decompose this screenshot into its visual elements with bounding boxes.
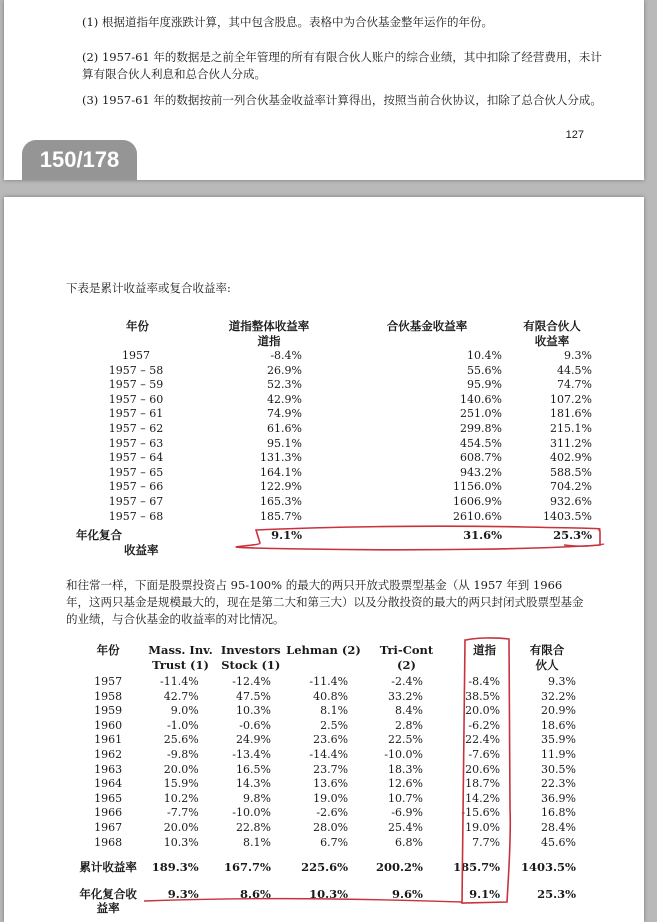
table-row: [72, 806, 576, 821]
table-row: [76, 437, 592, 452]
mass-inv-cell: 10.3%: [163, 835, 199, 849]
investors-cell: 16.5%: [235, 762, 271, 776]
table-row: [72, 792, 576, 807]
cumulative-investors: 167.7%: [223, 860, 271, 875]
tri-cont-cell: 2.8%: [394, 718, 423, 732]
table-row: [76, 349, 592, 364]
current-page: [4, 197, 644, 922]
limited-partners-cell: 28.4%: [541, 820, 576, 834]
page-number: 127: [565, 129, 584, 141]
cumulative-mass-inv: 189.3%: [151, 860, 199, 875]
partnership-cell: 1606.9%: [453, 494, 502, 508]
investors-cell: 8.1%: [242, 835, 271, 849]
table-row: [72, 763, 576, 778]
table-row: [72, 690, 576, 705]
year-cell: 1957 – 58: [108, 363, 164, 377]
dow-cell: 22.4%: [465, 733, 501, 747]
investors-cell: -10.0%: [232, 806, 271, 820]
tri-cont-cell: 10.7%: [387, 791, 423, 805]
table-row: [76, 495, 592, 510]
partnership-cell: 608.7%: [460, 451, 502, 465]
col-header-tri-cont: Tri-Cont (2): [379, 643, 434, 672]
limited-partners-cell: 704.2%: [550, 480, 592, 494]
lehman-cell: 6.7%: [320, 835, 349, 849]
dow-cell: 19.0%: [465, 820, 501, 834]
investors-cell: 9.8%: [242, 791, 271, 805]
year-cell: 1957 – 62: [108, 421, 164, 435]
dow-cell: 20.6%: [465, 762, 501, 776]
partnership-cell: 251.0%: [460, 407, 502, 421]
partnership-cell: 95.9%: [467, 378, 502, 392]
col-header-limited-partners: 有限合伙人 收益率: [523, 319, 581, 348]
limited-partners-cell: 22.3%: [541, 777, 576, 791]
investors-cell: 22.8%: [235, 820, 271, 834]
col-header-partnership: 合伙基金收益率: [386, 319, 468, 333]
year-cell: 1959: [94, 704, 123, 718]
mass-inv-cell: 25.6%: [163, 733, 199, 747]
cumulative-returns-table: [76, 319, 592, 557]
table-row: [72, 733, 576, 748]
dow-cell: 26.9%: [267, 363, 302, 377]
year-cell: 1957: [122, 349, 150, 362]
lehman-cell: 23.6%: [313, 733, 349, 747]
tri-cont-cell: 12.6%: [387, 777, 423, 791]
dow-cell: 131.3%: [260, 451, 302, 465]
dow-cell: 95.1%: [267, 436, 302, 450]
cagr-investors: 8.6%: [239, 886, 271, 901]
year-cell: 1966: [94, 806, 123, 820]
partnership-cell: 140.6%: [460, 392, 502, 406]
year-cell: 1960: [94, 718, 123, 732]
dow-cell: 164.1%: [260, 465, 302, 479]
limited-partners-cell: 20.9%: [541, 704, 576, 718]
lehman-cell: -2.6%: [316, 806, 349, 820]
investors-cell: -12.4%: [232, 675, 271, 688]
year-cell: 1957 – 67: [108, 494, 164, 508]
table-row: [76, 407, 592, 422]
year-cell: 1958: [94, 689, 123, 703]
cagr-dow: 9.1%: [469, 886, 501, 901]
tri-cont-cell: -6.9%: [391, 806, 423, 820]
lehman-cell: 2.5%: [320, 718, 349, 732]
table-row: [76, 364, 592, 379]
year-cell: 1957 – 65: [108, 465, 164, 479]
limited-partners-cell: 16.8%: [541, 806, 576, 820]
cumulative-dow: 185.7%: [453, 860, 501, 875]
cumulative-row: [72, 850, 576, 875]
cagr-row: [76, 524, 592, 557]
col-header-dow: 道指整体收益率 道指: [228, 319, 310, 348]
tri-cont-cell: 22.5%: [387, 733, 423, 747]
dow-cell: -8.4%: [270, 349, 302, 362]
investors-cell: -0.6%: [239, 718, 271, 732]
cagr-mass-inv: 9.3%: [167, 886, 199, 901]
year-cell: 1957 – 63: [108, 436, 164, 450]
lehman-cell: 28.0%: [313, 820, 349, 834]
dow-cell: 165.3%: [260, 494, 302, 508]
year-cell: 1957 – 61: [108, 407, 164, 421]
partnership-cell: 2610.6%: [453, 509, 502, 523]
dow-cell: 18.7%: [465, 777, 501, 791]
partnership-cell: 10.4%: [467, 349, 502, 362]
mass-inv-cell: -1.0%: [167, 718, 199, 732]
footnote-2: (2) 1957-61 年的数据是之前全年管理的所有有限合伙人账户的综合业绩，其中扣除了经营费用，未计算有限合伙人利息和总合伙人分成。: [82, 50, 602, 81]
cumulative-tri-cont: 200.2%: [375, 860, 423, 875]
mass-inv-cell: -7.7%: [167, 806, 199, 820]
footnote-1: (1) 根据道指年度涨跌计算，其中包含股息。表格中为合伙基金整年运作的年份。: [82, 15, 493, 29]
tri-cont-cell: 33.2%: [387, 689, 423, 703]
investors-cell: 14.3%: [235, 777, 271, 791]
year-cell: 1963: [94, 762, 123, 776]
dow-cell: 74.9%: [267, 407, 302, 421]
col-header-limited-partners: 有限合 伙人: [529, 643, 565, 672]
limited-partners-cell: 402.9%: [550, 451, 592, 465]
table-row: [72, 836, 576, 851]
table-header-row: [72, 643, 576, 675]
table-row: [76, 510, 592, 525]
partnership-cell: 55.6%: [467, 363, 502, 377]
year-cell: 1962: [94, 747, 123, 761]
dow-cell: 122.9%: [260, 480, 302, 494]
year-cell: 1957 – 66: [108, 480, 164, 494]
fund-comparison-table: [72, 643, 576, 916]
mass-inv-cell: 20.0%: [163, 762, 199, 776]
investors-cell: 10.3%: [235, 704, 271, 718]
comparison-paragraph: 和往常一样，下面是股票投资占 95-100% 的最大的两只开放式股票型基金（从 1957 年到 1966 年，这两只基金是规模最大的，现在是第二大和第三大）以及分散投资的最大的两只封闭式股票型基金的业绩，与合伙基金的收益率的对比情况。: [66, 578, 584, 626]
cumulative-label: 累计收益率: [79, 860, 137, 875]
table-row: [76, 466, 592, 481]
footnote-3: (3) 1957-61 年的数据按前一列合伙基金收益率计算得出，按照当前合伙协议，扣除了总合伙人分成。: [82, 93, 602, 107]
investors-cell: 47.5%: [235, 689, 271, 703]
limited-partners-cell: 9.3%: [564, 349, 592, 362]
dow-cell: -15.6%: [461, 806, 501, 820]
tri-cont-cell: 8.4%: [394, 704, 423, 718]
cumulative-limited-partners: 1403.5%: [521, 860, 576, 875]
col-header-year: 年份: [96, 643, 120, 657]
col-header-lehman: Lehman (2): [286, 643, 361, 657]
col-header-year: 年份: [126, 319, 149, 333]
limited-partners-cell: 215.1%: [550, 421, 592, 435]
table-row: [72, 777, 576, 792]
table-row: [76, 451, 592, 466]
table-row: [72, 821, 576, 836]
dow-cell: 42.9%: [267, 392, 302, 406]
table-header-row: [76, 319, 592, 349]
table1-caption: 下表是累计收益率或复合收益率:: [66, 281, 231, 295]
limited-partners-cell: 36.9%: [541, 791, 576, 805]
cagr-limited-partners: 25.3%: [553, 528, 592, 543]
col-header-mass-inv-trust: Mass. Inv. Trust (1): [148, 643, 213, 672]
cagr-limited-partners: 25.3%: [537, 886, 576, 901]
year-cell: 1968: [94, 835, 123, 849]
table-row: [72, 704, 576, 719]
dow-cell: 38.5%: [465, 689, 501, 703]
limited-partners-cell: 35.9%: [541, 733, 576, 747]
mass-inv-cell: -9.8%: [167, 747, 199, 761]
year-cell: 1957: [94, 675, 123, 688]
limited-partners-cell: 45.6%: [541, 835, 576, 849]
lehman-cell: 19.0%: [313, 791, 349, 805]
limited-partners-cell: 44.5%: [557, 363, 592, 377]
lehman-cell: 40.8%: [313, 689, 349, 703]
tri-cont-cell: -2.4%: [391, 675, 423, 688]
cagr-row: [72, 875, 576, 916]
limited-partners-cell: 181.6%: [550, 407, 592, 421]
mass-inv-cell: 20.0%: [163, 820, 199, 834]
limited-partners-cell: 1403.5%: [543, 509, 592, 523]
dow-cell: 14.2%: [465, 791, 501, 805]
tri-cont-cell: -10.0%: [384, 747, 423, 761]
limited-partners-cell: 30.5%: [541, 762, 576, 776]
limited-partners-cell: 588.5%: [550, 465, 592, 479]
table-row: [72, 748, 576, 763]
year-cell: 1961: [94, 733, 123, 747]
dow-cell: -8.4%: [468, 675, 501, 688]
year-cell: 1957 – 59: [108, 378, 164, 392]
limited-partners-cell: 107.2%: [550, 392, 592, 406]
year-cell: 1957 – 68: [108, 509, 164, 523]
investors-cell: 24.9%: [235, 733, 271, 747]
dow-cell: 20.0%: [465, 704, 501, 718]
partnership-cell: 943.2%: [460, 465, 502, 479]
limited-partners-cell: 9.3%: [548, 675, 576, 688]
limited-partners-cell: 18.6%: [541, 718, 576, 732]
lehman-cell: -14.4%: [309, 747, 349, 761]
mass-inv-cell: 42.7%: [163, 689, 199, 703]
cagr-partnership: 31.6%: [463, 528, 502, 543]
dow-cell: -7.6%: [468, 747, 501, 761]
partnership-cell: 454.5%: [460, 436, 502, 450]
tri-cont-cell: 6.8%: [394, 835, 423, 849]
mass-inv-cell: 9.0%: [170, 704, 199, 718]
year-cell: 1964: [94, 777, 123, 791]
year-cell: 1967: [94, 820, 123, 834]
tri-cont-cell: 18.3%: [387, 762, 423, 776]
limited-partners-cell: 932.6%: [550, 494, 592, 508]
mass-inv-cell: 10.2%: [163, 791, 199, 805]
year-cell: 1957 – 64: [108, 451, 164, 465]
mass-inv-cell: -11.4%: [160, 675, 199, 688]
cagr-tri-cont: 9.6%: [392, 886, 423, 901]
tri-cont-cell: 25.4%: [387, 820, 423, 834]
col-header-dow: 道指: [473, 643, 496, 657]
lehman-cell: -11.4%: [309, 675, 349, 688]
cagr-label: 年化复合收 益率: [79, 886, 137, 916]
limited-partners-cell: 32.2%: [541, 689, 576, 703]
cumulative-lehman: 225.6%: [301, 860, 349, 875]
year-cell: 1957 – 60: [108, 392, 164, 406]
cagr-label: 年化复合 收益率: [76, 528, 159, 557]
dow-cell: 7.7%: [472, 835, 501, 849]
table-row: [72, 675, 576, 690]
table-row: [72, 719, 576, 734]
table-row: [76, 393, 592, 408]
partnership-cell: 1156.0%: [453, 480, 502, 494]
dow-cell: 61.6%: [267, 421, 302, 435]
limited-partners-cell: 311.2%: [550, 436, 592, 450]
lehman-cell: 23.7%: [313, 762, 349, 776]
table-row: [76, 480, 592, 495]
lehman-cell: 13.6%: [313, 777, 349, 791]
dow-cell: 185.7%: [260, 509, 302, 523]
limited-partners-cell: 11.9%: [541, 747, 576, 761]
dow-cell: 52.3%: [267, 378, 302, 392]
partnership-cell: 299.8%: [460, 421, 502, 435]
mass-inv-cell: 15.9%: [163, 777, 199, 791]
cagr-dow: 9.1%: [271, 528, 302, 543]
dow-cell: -6.2%: [468, 718, 501, 732]
table-row: [76, 378, 592, 393]
lehman-cell: 8.1%: [320, 704, 349, 718]
page-counter-badge: 150/178: [22, 140, 137, 180]
table-row: [76, 422, 592, 437]
col-header-investors-stock: Investors Stock (1): [220, 643, 281, 672]
limited-partners-cell: 74.7%: [557, 378, 592, 392]
year-cell: 1965: [94, 791, 123, 805]
investors-cell: -13.4%: [232, 747, 271, 761]
cagr-lehman: 10.3%: [309, 886, 349, 901]
